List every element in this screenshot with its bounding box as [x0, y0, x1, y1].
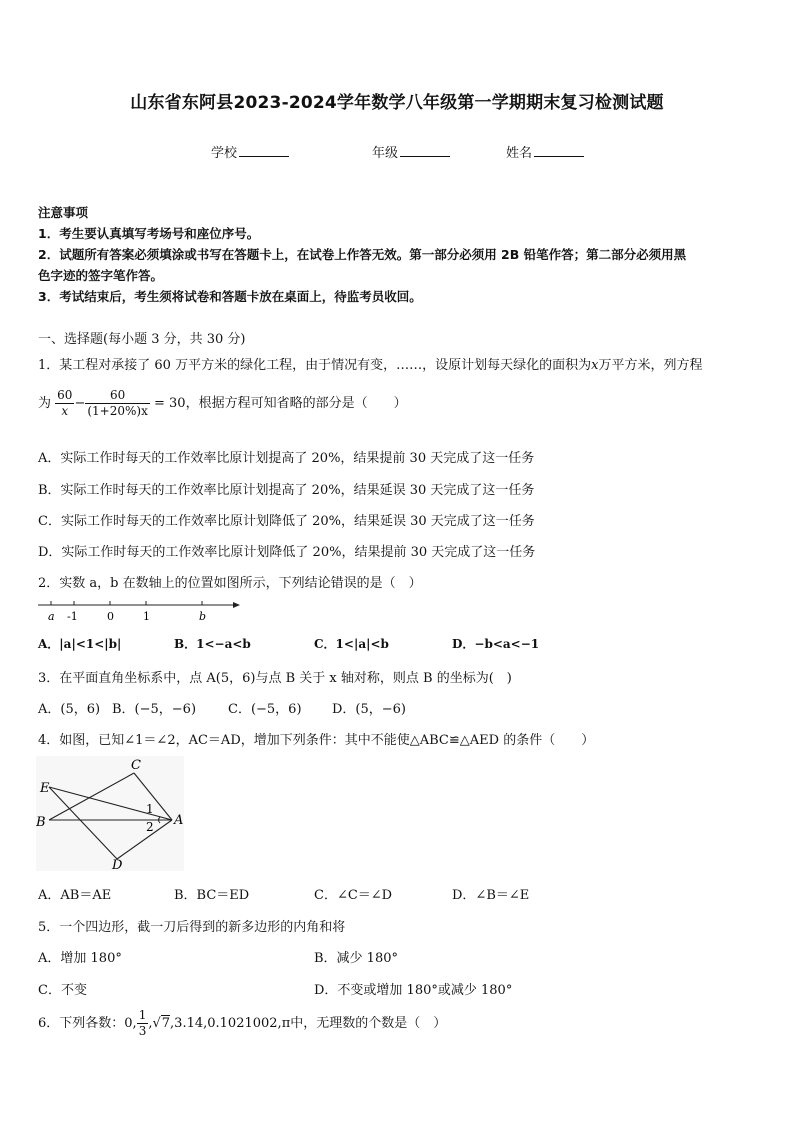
q6-stem-a: 6．下列各数：0,	[38, 1016, 137, 1031]
q1-f2-den: (1+20%)x	[87, 404, 148, 418]
q1-stem-b: 万平方米，列方程	[598, 358, 703, 373]
axis-label-1: 1	[143, 610, 150, 623]
q1-option-b: B．实际工作时每天的工作效率比原计划提高了 20%，结果延误 30 天完成了这一任务	[38, 483, 535, 498]
q3-option-a: A．(5，6)	[38, 702, 101, 717]
name-blank	[534, 144, 584, 157]
q5-option-c: C．不变	[38, 983, 87, 998]
label-c: C	[131, 758, 141, 773]
axis-label-0: 0	[107, 610, 114, 623]
notice-item: 1．考生要认真填写考场号和座位序号。	[38, 226, 260, 241]
axis-label-b: b	[199, 610, 207, 623]
q5-option-b: B．减少 180°	[314, 951, 398, 966]
q1-eq-suffix: ，根据方程可知省略的部分是（ ）	[185, 396, 407, 411]
q1-option-c: C．实际工作时每天的工作效率比原计划降低了 20%，结果延误 30 天完成了这一任务	[38, 514, 535, 529]
q1-var-x: x	[591, 358, 599, 373]
notice-item: 2．试题所有答案必须填涂或书写在答题卡上，在试卷上作答无效。第一部分必须用 2B 铅笔作答；第二部分必须用黑	[38, 247, 687, 262]
q4-option-c: C．∠C＝∠D	[314, 888, 393, 903]
page-title: 山东省东阿县2023-2024学年数学八年级第一学期期末复习检测试题	[130, 93, 664, 113]
q6-frac-num: 1	[138, 1008, 147, 1022]
q1-option-a: A．实际工作时每天的工作效率比原计划提高了 20%，结果提前 30 天完成了这一任务	[38, 451, 535, 466]
notice-heading: 注意事项	[38, 205, 89, 220]
q1-eq-prefix: 为	[38, 396, 52, 411]
name-label: 姓名	[506, 146, 533, 161]
q5-option-a: A．增加 180°	[38, 951, 122, 966]
q6-stem: 6．下列各数：0, $\frac{1}{3}$ ,√7,3.14,0.1021002,π中，无理数的个数是（ ）	[38, 1008, 447, 1038]
grade-blank	[400, 144, 450, 157]
q6-sqrt-symbol: √	[152, 1016, 161, 1031]
axis-label-minus-1: -1	[67, 610, 78, 623]
q2-number-line	[36, 596, 246, 626]
q3-option-b: B．(−5，−6)	[112, 702, 197, 717]
q5-stem: 5．一个四边形，截一刀后得到的新多边形的内角和将	[38, 920, 346, 935]
q6-sqrt-arg: 7	[161, 1016, 171, 1031]
q4-option-a: A．AB＝AE	[38, 888, 112, 903]
school-blank	[239, 144, 289, 157]
q1-f1-den: x	[61, 404, 69, 418]
label-angle-2: 2	[146, 820, 154, 834]
axis-arrow	[233, 602, 240, 608]
q3-option-c: C．(−5，6)	[228, 702, 302, 717]
name-field	[506, 142, 584, 161]
q1-option-d: D．实际工作时每天的工作效率比原计划降低了 20%，结果提前 30 天完成了这一任务	[38, 545, 536, 560]
q4-figure	[36, 756, 184, 871]
q1-stem-a: 1．某工程对承接了 60 万平方米的绿化工程，由于情况有变，……，设原计划每天绿化的面积为	[38, 358, 592, 373]
q3-stem: 3．在平面直角坐标系中，点 A(5，6)与点 B 关于 x 轴对称，则点 B 的坐标为( )	[38, 671, 512, 686]
notice-item: 3．考试结束后，考生须将试卷和答题卡放在桌面上，待监考员收回。	[38, 289, 422, 304]
q4-option-b: B．BC＝ED	[174, 888, 250, 903]
q1-f2-num: 60	[85, 388, 150, 404]
q6-stem-b: ,3.14,0.1021002,π中，无理数的个数是（ ）	[170, 1016, 447, 1031]
q1-eq-rhs: = 30	[153, 396, 186, 411]
q6-frac-den: 3	[138, 1024, 147, 1038]
q1-fraction-2	[85, 388, 150, 419]
q1-equation	[38, 388, 407, 419]
label-e: E	[40, 781, 50, 796]
q2-stem: 2．实数 a，b 在数轴上的位置如图所示，下列结论错误的是（ ）	[38, 576, 422, 591]
grade-field	[372, 142, 450, 161]
label-angle-1: 1	[146, 802, 154, 816]
grade-label: 年级	[372, 146, 399, 161]
section-heading: 一、选择题(每小题 3 分，共 30 分)	[38, 332, 246, 347]
label-d: D	[112, 858, 123, 871]
q1-minus: −	[74, 396, 86, 411]
figure-background	[36, 756, 184, 871]
q1-f1-num: 60	[57, 388, 73, 402]
q1-stem	[38, 354, 702, 373]
q2-option-b: B．1<−a<b	[174, 637, 251, 651]
q6-fraction	[137, 1008, 149, 1039]
q2-option-c: C．1<|a|<b	[314, 637, 389, 651]
school-field	[211, 142, 289, 161]
label-b: B	[36, 815, 46, 830]
q4-stem: 4．如图，已知∠1＝∠2，AC＝AD，增加下列条件：其中不能使△ABC≌△AED 的条件（ ）	[38, 733, 595, 748]
q4-option-d: D．∠B＝∠E	[452, 888, 530, 903]
q5-option-d: D．不变或增加 180°或减少 180°	[314, 983, 513, 998]
school-label: 学校	[211, 146, 238, 161]
label-a: A	[174, 813, 184, 828]
notice-item: 色字迹的签字笔作答。	[38, 268, 164, 283]
q3-option-d: D．(5，−6)	[332, 702, 407, 717]
axis-label-a: a	[48, 610, 55, 623]
q2-option-a: A．|a|<1<|b|	[38, 637, 122, 651]
q1-fraction-1	[55, 388, 74, 419]
q2-option-d: D．−b<a<−1	[452, 637, 540, 651]
